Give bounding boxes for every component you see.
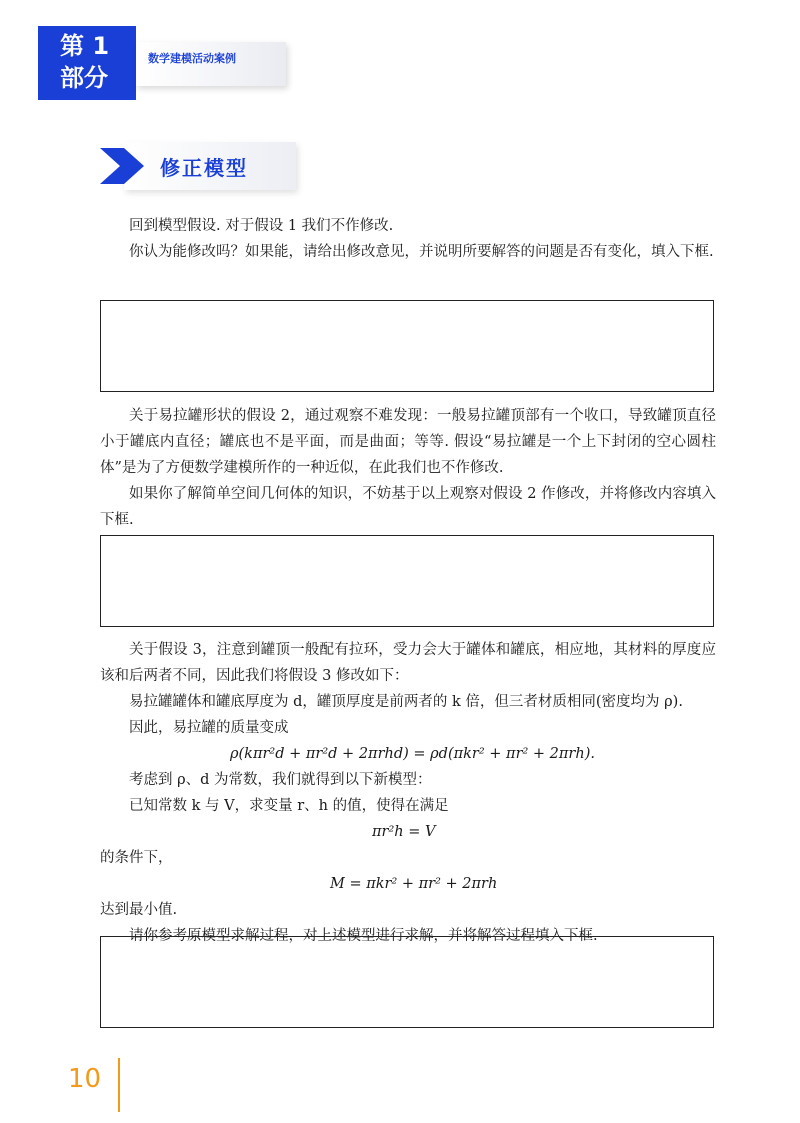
chapter-label: 数学建模活动案例 [148,52,236,65]
paragraph-9: 已知常数 k 与 V，求变量 r、h 的值，使得在满足 [129,798,449,814]
paragraph-8: 考虑到 ρ、d 为常数，我们就得到以下新模型： [129,772,432,788]
paragraph-11: 达到最小值. [100,902,178,918]
paragraph-6: 易拉罐罐体和罐底厚度为 d，罐顶厚度是前两者的 k 倍，但三者材质相同(密度均为 ρ). [129,694,683,710]
paragraph-4: 如果你了解简单空间几何体的知识，不妨基于以上观察对假设 2 作修改，并将修改内容填入下框. [100,486,716,528]
paragraph-5: 关于假设 3，注意到罐顶一般配有拉环，受力会大于罐体和罐底，相应地，其材料的厚度应该和后两者不同，因此我们将假设 3 修改如下： [100,642,716,684]
answer-box-1[interactable] [100,300,714,392]
volume-equation: πr²h = V [372,824,436,840]
page-number-rule [118,1058,120,1112]
answer-box-2[interactable] [100,535,714,627]
paragraph-3: 关于易拉罐形状的假设 2，通过观察不难发现：一般易拉罐顶部有一个收口，导致罐顶直径小于罐底内直径；罐底也不是平面，而是曲面；等等. 假设“易拉罐是一个上下封闭的空心圆柱体”是为了方便数学建模所作的一种近似，在此我们也不作修改. [100,408,716,476]
chevron-icon [100,140,160,192]
page-number: 10 [68,1064,102,1094]
part-word: 部分 [60,64,108,92]
paragraph-10: 的条件下， [100,850,173,866]
answer-box-3[interactable] [100,936,714,1028]
objective-equation: M = πkr² + πr² + 2πrh [330,876,498,892]
paragraph-2: 你认为能修改吗？如果能，请给出修改意见，并说明所要解答的问题是否有变化，填入下框. [129,244,714,260]
paragraph-7: 因此，易拉罐的质量变成 [129,720,289,736]
section-title: 修正模型 [160,156,248,180]
part-badge [38,26,136,100]
paragraph-12: 请你参考原模型求解过程，对上述模型进行求解，并将解答过程填入下框. [129,928,598,944]
mass-equation: ρ(kπr²d + πr²d + 2πrhd) = ρd(πkr² + πr² + 2πrh). [230,746,595,762]
section-banner [100,140,296,192]
part-number: 第 1 [60,32,110,60]
paragraph-1: 回到模型假设. 对于假设 1 我们不作修改. [129,218,394,234]
